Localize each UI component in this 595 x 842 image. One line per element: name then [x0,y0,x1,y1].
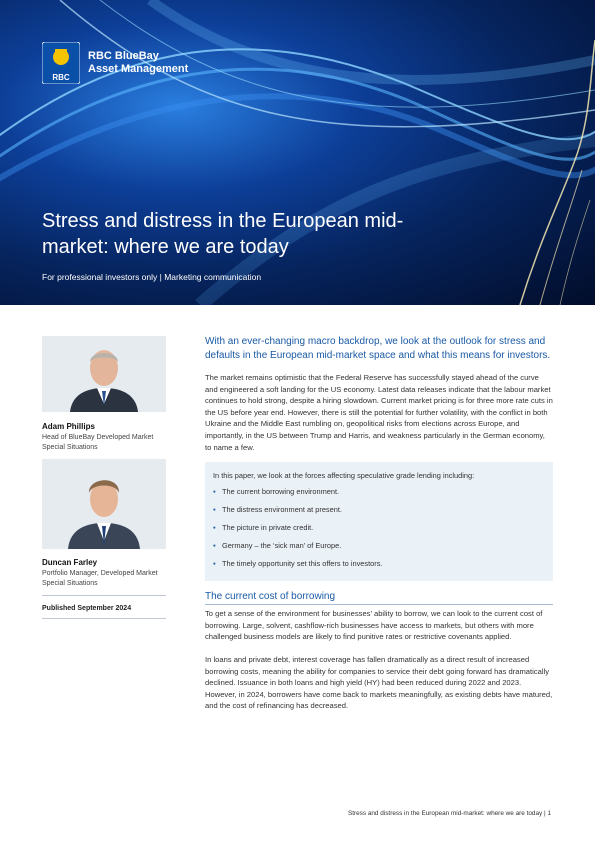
portrait-image [42,336,166,412]
list-item [213,483,545,501]
list-item-text: The distress environment at present. [222,505,342,515]
portrait-image [42,459,166,549]
brand-name-line1: RBC BlueBay [88,50,159,62]
brand-name-line2: Asset Management [88,63,189,75]
intro-paragraph: The market remains optimistic that the Federal Reserve has successfully stayed ahead of the curve and engineered a soft landing for the US economy. Latest data releases indicate that the labour market continues to hold strong, despite a hiring slowdown. Current market pricing is for three more rate cuts in the US before year end. However, there is still the potential for further volatility, with the conflict in both Ukraine and the Middle East rumbling on, geopolitical risks from elections across Europe, and importantly, in the US between Trump and Harris, and weakness particularly in the German economy, to name a few. [205,373,553,452]
brand-logo [42,42,188,84]
bullet-icon: ▪ [213,487,216,497]
article-body [205,335,553,712]
list-item-text: The timely opportunity set this offers to investors. [222,559,383,569]
bullet-icon: ▪ [213,505,216,515]
page-title: Stress and distress in the European mid-market: where we are today [42,210,404,258]
section-paragraph: To get a sense of the environment for businesses’ ability to borrow, we can look to the current cost of borrowing. Large, solvent, cashflow-rich businesses have access to markets, but others with more challenged business models are likely to find punitive rates or restrictive covenants applied. [205,609,543,642]
author-name: Duncan Farley [42,558,98,567]
author-role: Head of BlueBay Developed Market Special Situations [42,434,154,451]
author-sidebar [42,336,166,619]
divider [42,618,166,619]
hero-banner [0,0,595,305]
list-item [213,519,545,537]
lead-paragraph: With an ever-changing macro backdrop, we look at the outlook for stress and defaults in the European mid-market space and what this means for investors. [205,336,551,361]
section-heading: The current cost of borrowing [205,591,553,605]
list-item [213,537,545,555]
author-photo-adam [42,336,166,412]
list-item-text: Germany – the ‘sick man’ of Europe. [222,541,342,551]
callout-intro: In this paper, we look at the forces affecting speculative grade lending including: [213,471,475,481]
rbc-lion-shield-icon [42,42,80,84]
shield-text: RBC [52,73,70,82]
audience-disclaimer: For professional investors only | Marketing communication [42,272,262,282]
author-name: Adam Phillips [42,422,95,431]
bullet-icon: ▪ [213,541,216,551]
topic-list [213,483,545,573]
page-footer: Stress and distress in the European mid-market: where we are today | 1 [347,810,551,817]
list-item [213,555,545,573]
author-photo-duncan [42,459,166,549]
list-item-text: The current borrowing environment. [222,487,340,497]
list-item [213,501,545,519]
author-role: Portfolio Manager, Developed Market Special Situations [42,570,158,587]
publish-date: Published September 2024 [42,605,132,612]
list-item-text: The picture in private credit. [222,523,314,533]
bullet-icon: ▪ [213,559,216,569]
callout-box [205,462,553,581]
bullet-icon: ▪ [213,523,216,533]
section-paragraph: In loans and private debt, interest coverage has fallen dramatically as a direct result of increased borrowing costs, meaning the ability for companies to service their debt going forward has dramatically declined. Issuance in both loans and high yield (HY) had been reduced during 2022 and 2023. However, in 2024, borrowers have come back to markets meaningfully, as existing debts have matured, and the cost of refinancing has decreased. [205,654,553,711]
divider [42,595,166,596]
